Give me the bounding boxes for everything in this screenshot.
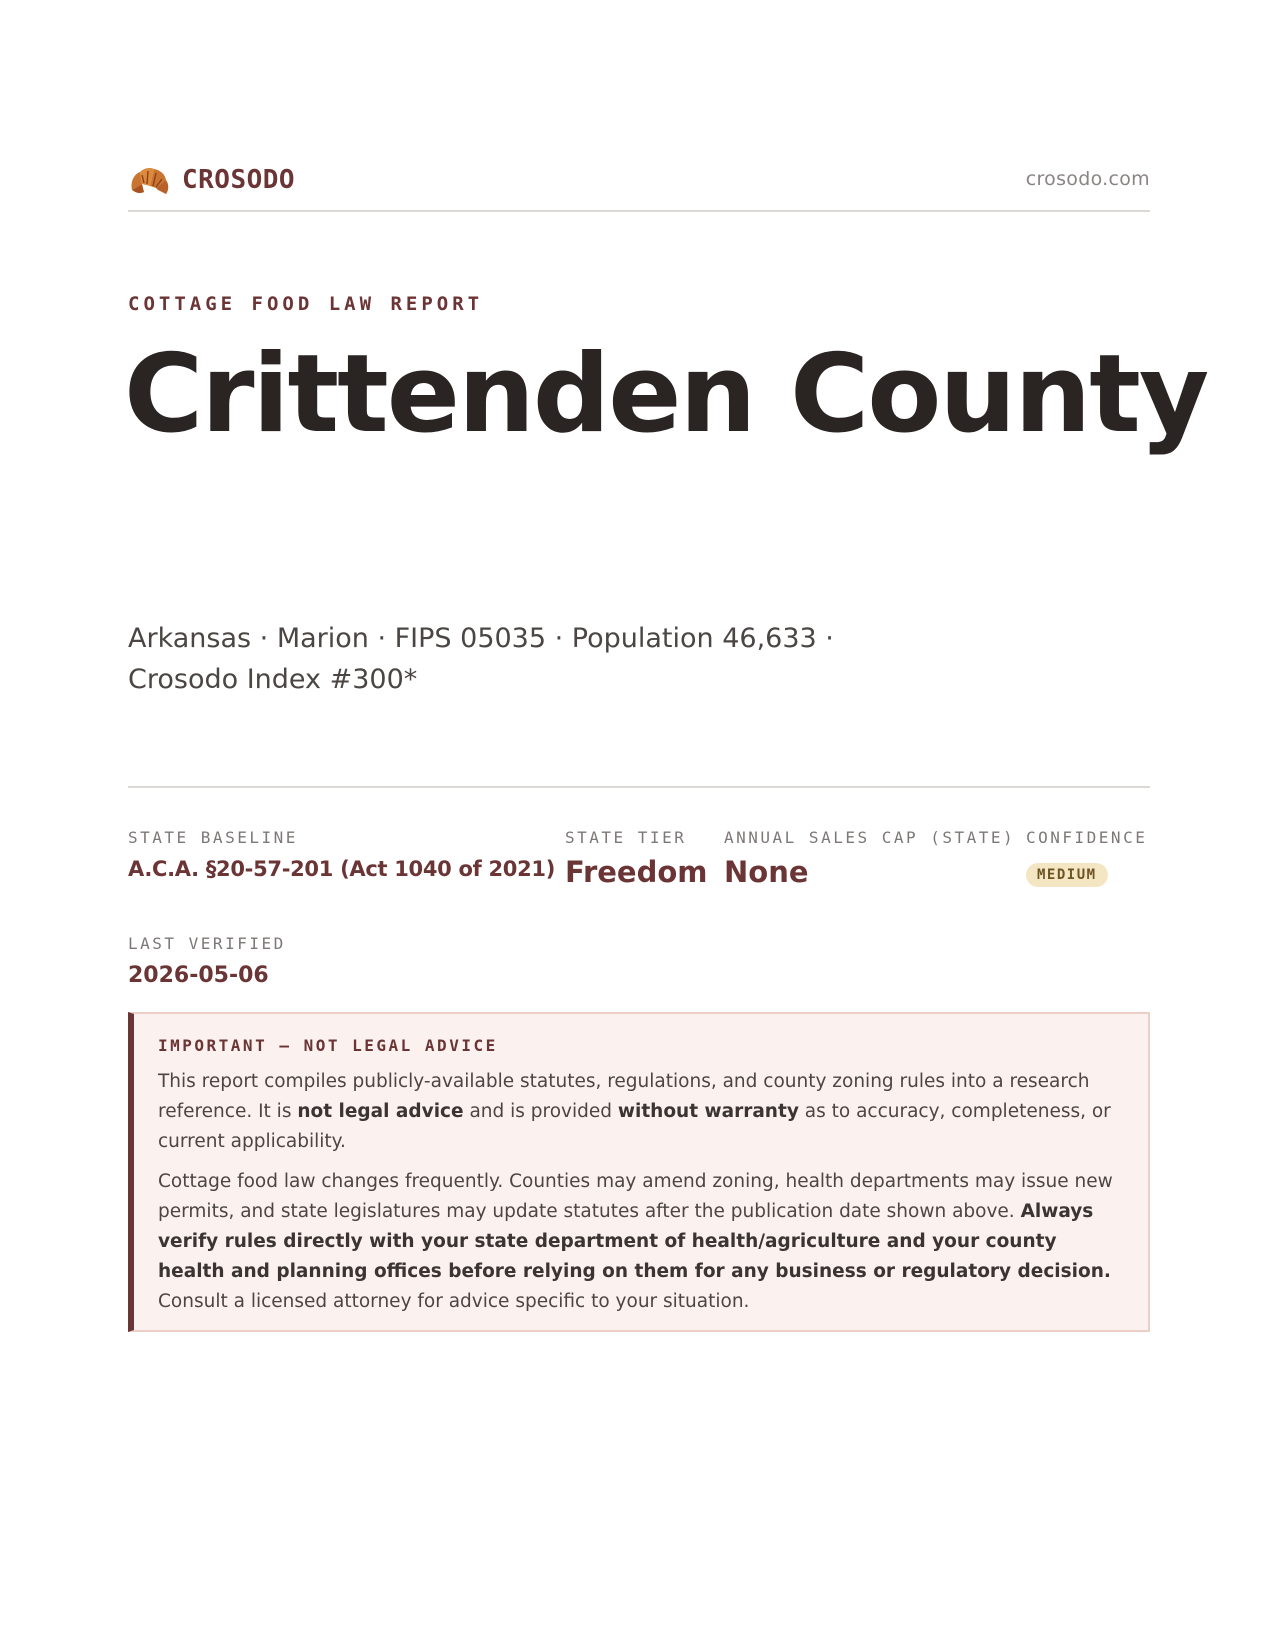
notice-text: Cottage food law changes frequently. Counties may amend zoning, health departments may issue new permits, and state legislatures may update statutes after the publication date shown above. <box>158 1171 1113 1222</box>
notice-text: and is provided <box>463 1101 618 1122</box>
notice-emphasis: Always verify rules directly with your state department of health/agriculture and your county health and planning offices before relying on them for any business or regulatory decision. <box>158 1201 1111 1282</box>
page-title: Crittenden County <box>124 332 1208 457</box>
notice-text: Consult a licensed attorney for advice specific to your situation. <box>158 1291 750 1312</box>
section-divider <box>128 786 1150 788</box>
sales-cap-label: ANNUAL SALES CAP (STATE) <box>724 828 1016 847</box>
last-verified-label: LAST VERIFIED <box>128 934 286 953</box>
sales-cap-value: None <box>724 855 809 889</box>
state-baseline-value: A.C.A. §20-57-201 (Act 1040 of 2021) <box>128 857 555 881</box>
report-subtitle <box>128 618 888 700</box>
state-baseline-label: STATE BASELINE <box>128 828 298 847</box>
state-tier-value: Freedom <box>565 855 708 889</box>
notice-text: as to accuracy, completeness, or current applicability. <box>158 1101 1111 1152</box>
confidence-badge: MEDIUM <box>1026 863 1108 887</box>
fact-state-tier <box>565 828 708 889</box>
legal-notice <box>128 1012 1150 1332</box>
confidence-label: CONFIDENCE <box>1026 828 1148 847</box>
last-verified-value: 2026-05-06 <box>128 963 269 988</box>
fact-sales-cap <box>724 828 1015 889</box>
site-url-link[interactable]: crosodo.com <box>1025 168 1150 190</box>
notice-emphasis: not legal advice <box>297 1101 464 1122</box>
fact-last-verified <box>128 934 286 988</box>
croissant-icon <box>128 160 172 200</box>
brand-name: CROSODO <box>182 165 296 195</box>
state-tier-label: STATE TIER <box>565 828 687 847</box>
notice-paragraph-1 <box>158 1067 1122 1157</box>
subtitle-line-1: Arkansas · Marion · FIPS 05035 · Population 46,633 · <box>128 623 834 654</box>
subtitle-line-2: Crosodo Index #300* <box>128 664 418 695</box>
notice-title: IMPORTANT — NOT LEGAL ADVICE <box>158 1036 498 1055</box>
fact-state-baseline <box>128 828 555 881</box>
notice-text: This report compiles publicly-available statutes, regulations, and county zoning rules into a research reference. It is <box>158 1071 1090 1122</box>
report-eyebrow: COTTAGE FOOD LAW REPORT <box>128 293 484 315</box>
fact-confidence <box>1026 828 1147 887</box>
notice-emphasis: without warranty <box>617 1101 799 1122</box>
page-header <box>128 158 1150 212</box>
brand[interactable] <box>128 160 295 200</box>
notice-paragraph-2 <box>158 1167 1122 1317</box>
